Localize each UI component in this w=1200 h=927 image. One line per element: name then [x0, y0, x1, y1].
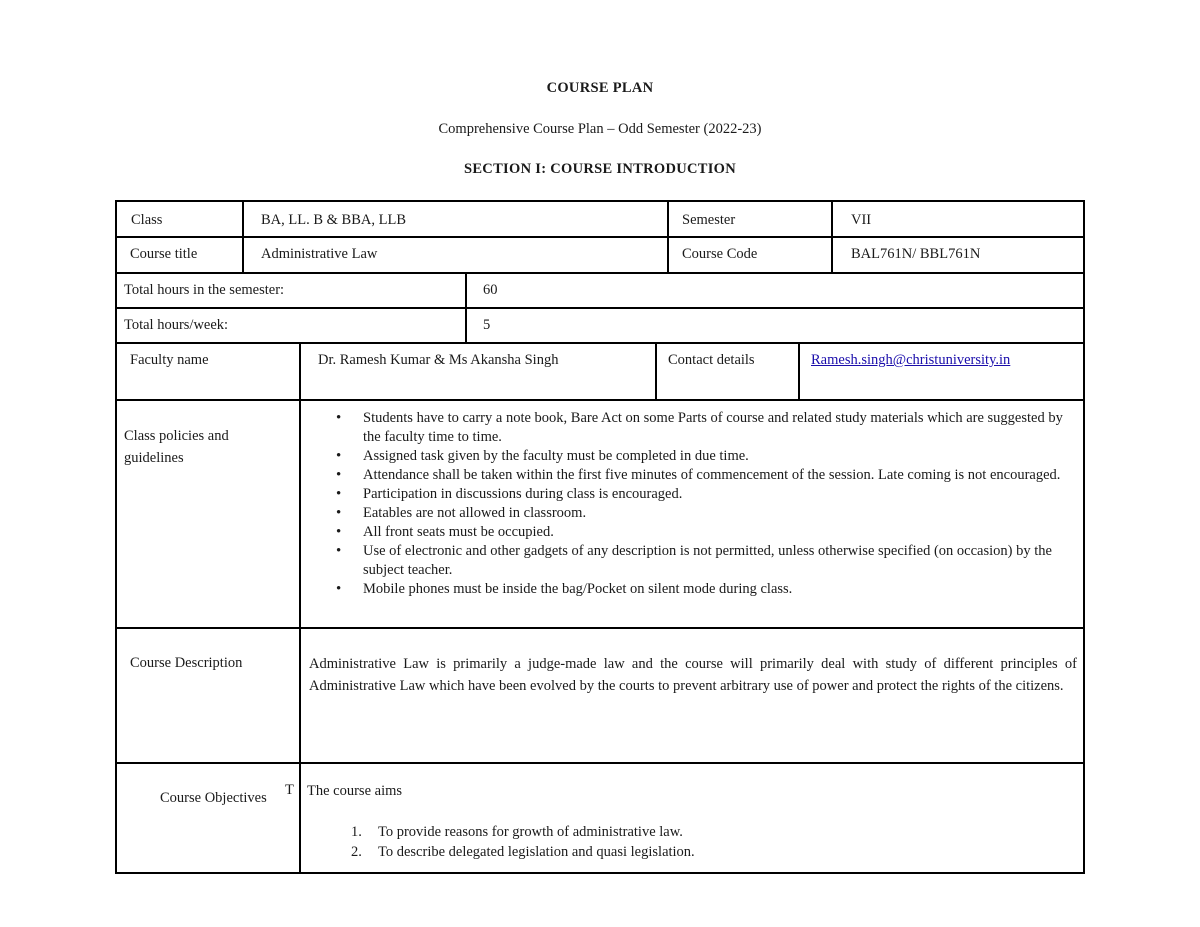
policy-item: • Students have to carry a note book, Bare Act on some Parts of course and related study materials which are suggested by the faculty time to time.: [363, 409, 1063, 447]
description-label-cell: [117, 629, 299, 762]
policy-item: • All front seats must be occupied.: [363, 523, 1063, 542]
hours-week-value-cell: [465, 309, 1083, 342]
semester-label: Semester: [682, 212, 736, 228]
objectives-intro: The course aims: [307, 783, 403, 799]
objectives-label: Course Objectives: [160, 790, 267, 806]
row-policies: [115, 401, 1085, 629]
document-title: COURSE PLAN: [546, 80, 654, 96]
row-total-hours: [115, 274, 1085, 309]
section-heading: SECTION I: COURSE INTRODUCTION: [463, 161, 737, 177]
hours-week-value: 5: [483, 317, 491, 333]
hours-week-label-cell: [117, 309, 465, 342]
objective-number: 1.: [351, 824, 362, 840]
faculty-value-cell: [299, 344, 655, 399]
class-label-cell: [117, 202, 242, 236]
semester-value: VII: [851, 212, 872, 228]
total-hours-value: 60: [483, 282, 498, 298]
row-hours-week: [115, 309, 1085, 344]
course-code-value-cell: [831, 238, 1083, 272]
class-value: BA, LL. B & BBA, LLB: [261, 212, 407, 228]
description-text: Administrative Law is primarily a judge-made law and the course will primarily deal with study of different principles of Administrative Law which have been evolved by the courts to prevent arbitrary use of power and protect the rights of the citizens.: [309, 656, 1077, 694]
policies-label-line2: guidelines: [124, 450, 184, 466]
objectives-list: [351, 822, 695, 862]
row-description: [115, 629, 1085, 764]
faculty-label-cell: [117, 344, 299, 399]
description-value-cell: [299, 629, 1083, 762]
semester-label-cell: [667, 202, 833, 236]
class-label: Class: [131, 212, 163, 228]
total-hours-value-cell: [465, 274, 1083, 307]
objective-text: To describe delegated legislation and quasi legislation.: [378, 844, 695, 860]
contact-label: Contact details: [668, 352, 755, 368]
objectives-value-cell: [299, 764, 1083, 872]
total-hours-label: Total hours in the semester:: [124, 282, 285, 298]
course-code-value: BAL761N/ BBL761N: [851, 246, 981, 262]
document-subtitle: Comprehensive Course Plan – Odd Semester (2022-23): [438, 121, 762, 137]
objective-item: [351, 822, 695, 842]
policy-item: • Attendance shall be taken within the first five minutes of commencement of the session. Late coming is not encouraged.: [363, 466, 1063, 485]
row-faculty: [115, 344, 1085, 401]
faculty-value: Dr. Ramesh Kumar & Ms Akansha Singh: [318, 352, 559, 368]
row-objectives: [115, 764, 1085, 874]
hours-week-label: Total hours/week:: [124, 317, 229, 333]
course-code-label-cell: [667, 238, 833, 272]
contact-value-cell: [798, 344, 1083, 399]
course-title-label: Course title: [130, 246, 198, 262]
objectives-label-cell: [117, 764, 299, 872]
objectives-marker: T: [285, 782, 294, 798]
policy-item: • Mobile phones must be inside the bag/Pocket on silent mode during class.: [363, 580, 1063, 599]
course-title-value: Administrative Law: [261, 246, 378, 262]
course-title-value-cell: [242, 238, 669, 272]
objective-text: To provide reasons for growth of administrative law.: [378, 824, 683, 840]
policies-label-line1: Class policies and: [124, 428, 229, 444]
policy-item: • Participation in discussions during class is encouraged.: [363, 485, 1063, 504]
course-code-label: Course Code: [682, 246, 758, 262]
policies-list: [363, 409, 1063, 599]
objective-item: [351, 842, 695, 862]
contact-email-link[interactable]: Ramesh.singh@christuniversity.in: [811, 352, 1011, 368]
row-class: [115, 200, 1085, 238]
total-hours-label-cell: [117, 274, 465, 307]
row-course-title: [115, 238, 1085, 274]
policies-value-cell: [299, 401, 1083, 627]
semester-value-cell: [831, 202, 1083, 236]
objective-number: 2.: [351, 844, 362, 860]
course-title-label-cell: [117, 238, 242, 272]
policy-item: • Use of electronic and other gadgets of any description is not permitted, unless otherwise specified (on occasion) by the subject teacher.: [363, 542, 1063, 580]
class-value-cell: [242, 202, 669, 236]
policy-item: • Assigned task given by the faculty must be completed in due time.: [363, 447, 1063, 466]
policy-item: • Eatables are not allowed in classroom.: [363, 504, 1063, 523]
contact-label-cell: [655, 344, 800, 399]
description-label: Course Description: [130, 655, 243, 671]
policies-label-cell: [117, 401, 299, 627]
faculty-label: Faculty name: [130, 352, 209, 368]
